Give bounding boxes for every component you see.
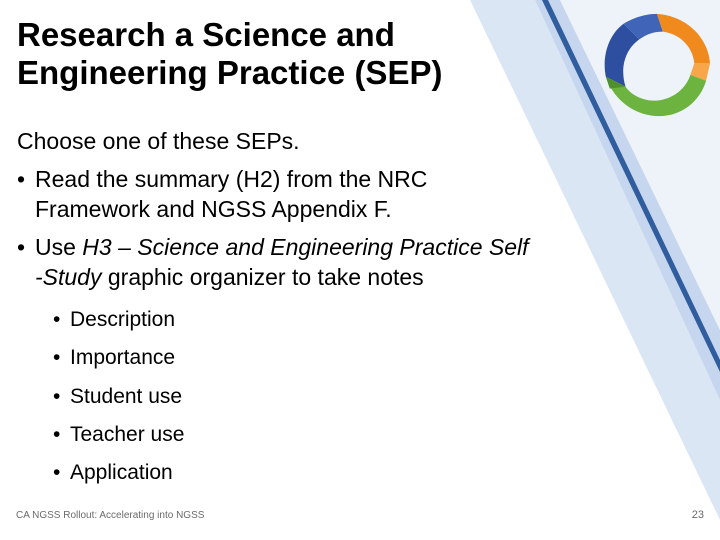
- page-number: 23: [691, 509, 704, 521]
- intro-text: Choose one of these SEPs.: [17, 128, 300, 154]
- bullet-dot: •: [53, 308, 61, 331]
- bullet-1-line-1: Read the summary (H2) from the NRC: [35, 166, 428, 192]
- list-item-label: Teacher use: [70, 422, 185, 446]
- note-topics-list: [53, 301, 184, 492]
- footer-text: CA NGSS Rollout: Accelerating into NGSS: [16, 510, 205, 521]
- bullet-2-italic-suffix: -Study: [35, 264, 102, 290]
- slide-body: [17, 126, 577, 292]
- list-item-label: Student use: [70, 384, 183, 408]
- bullet-dot: •: [53, 346, 61, 370]
- bullet-dot: •: [53, 384, 61, 408]
- list-item: [53, 378, 184, 416]
- bullet-2-italic-title: H3 – Science and Engineering Practice Self: [82, 234, 529, 260]
- list-item: [53, 416, 184, 454]
- list-item: [53, 301, 184, 339]
- list-item: [53, 454, 184, 492]
- cycle-logo-icon: [596, 6, 714, 124]
- list-item-label: Importance: [70, 346, 176, 370]
- bullet-2-prefix: Use: [35, 234, 83, 260]
- title-line-2: Engineering Practice (SEP): [17, 54, 443, 91]
- bullet-dot: •: [53, 461, 61, 485]
- bullet-read-summary: [17, 164, 577, 224]
- list-item-label: Application: [70, 461, 173, 485]
- bullet-dot: •: [53, 422, 61, 446]
- bullet-dot: •: [17, 234, 26, 260]
- title-line-1: Research a Science and: [17, 16, 395, 53]
- slide-title: [17, 16, 537, 92]
- bullet-use-organizer: [17, 232, 577, 292]
- bullet-2-rest: graphic organizer to take notes: [101, 264, 424, 290]
- bullet-1-line-2: Framework and NGSS Appendix F.: [35, 196, 392, 222]
- bullet-dot: •: [17, 166, 26, 192]
- list-item: [53, 339, 184, 377]
- list-item-label: Description: [70, 308, 176, 331]
